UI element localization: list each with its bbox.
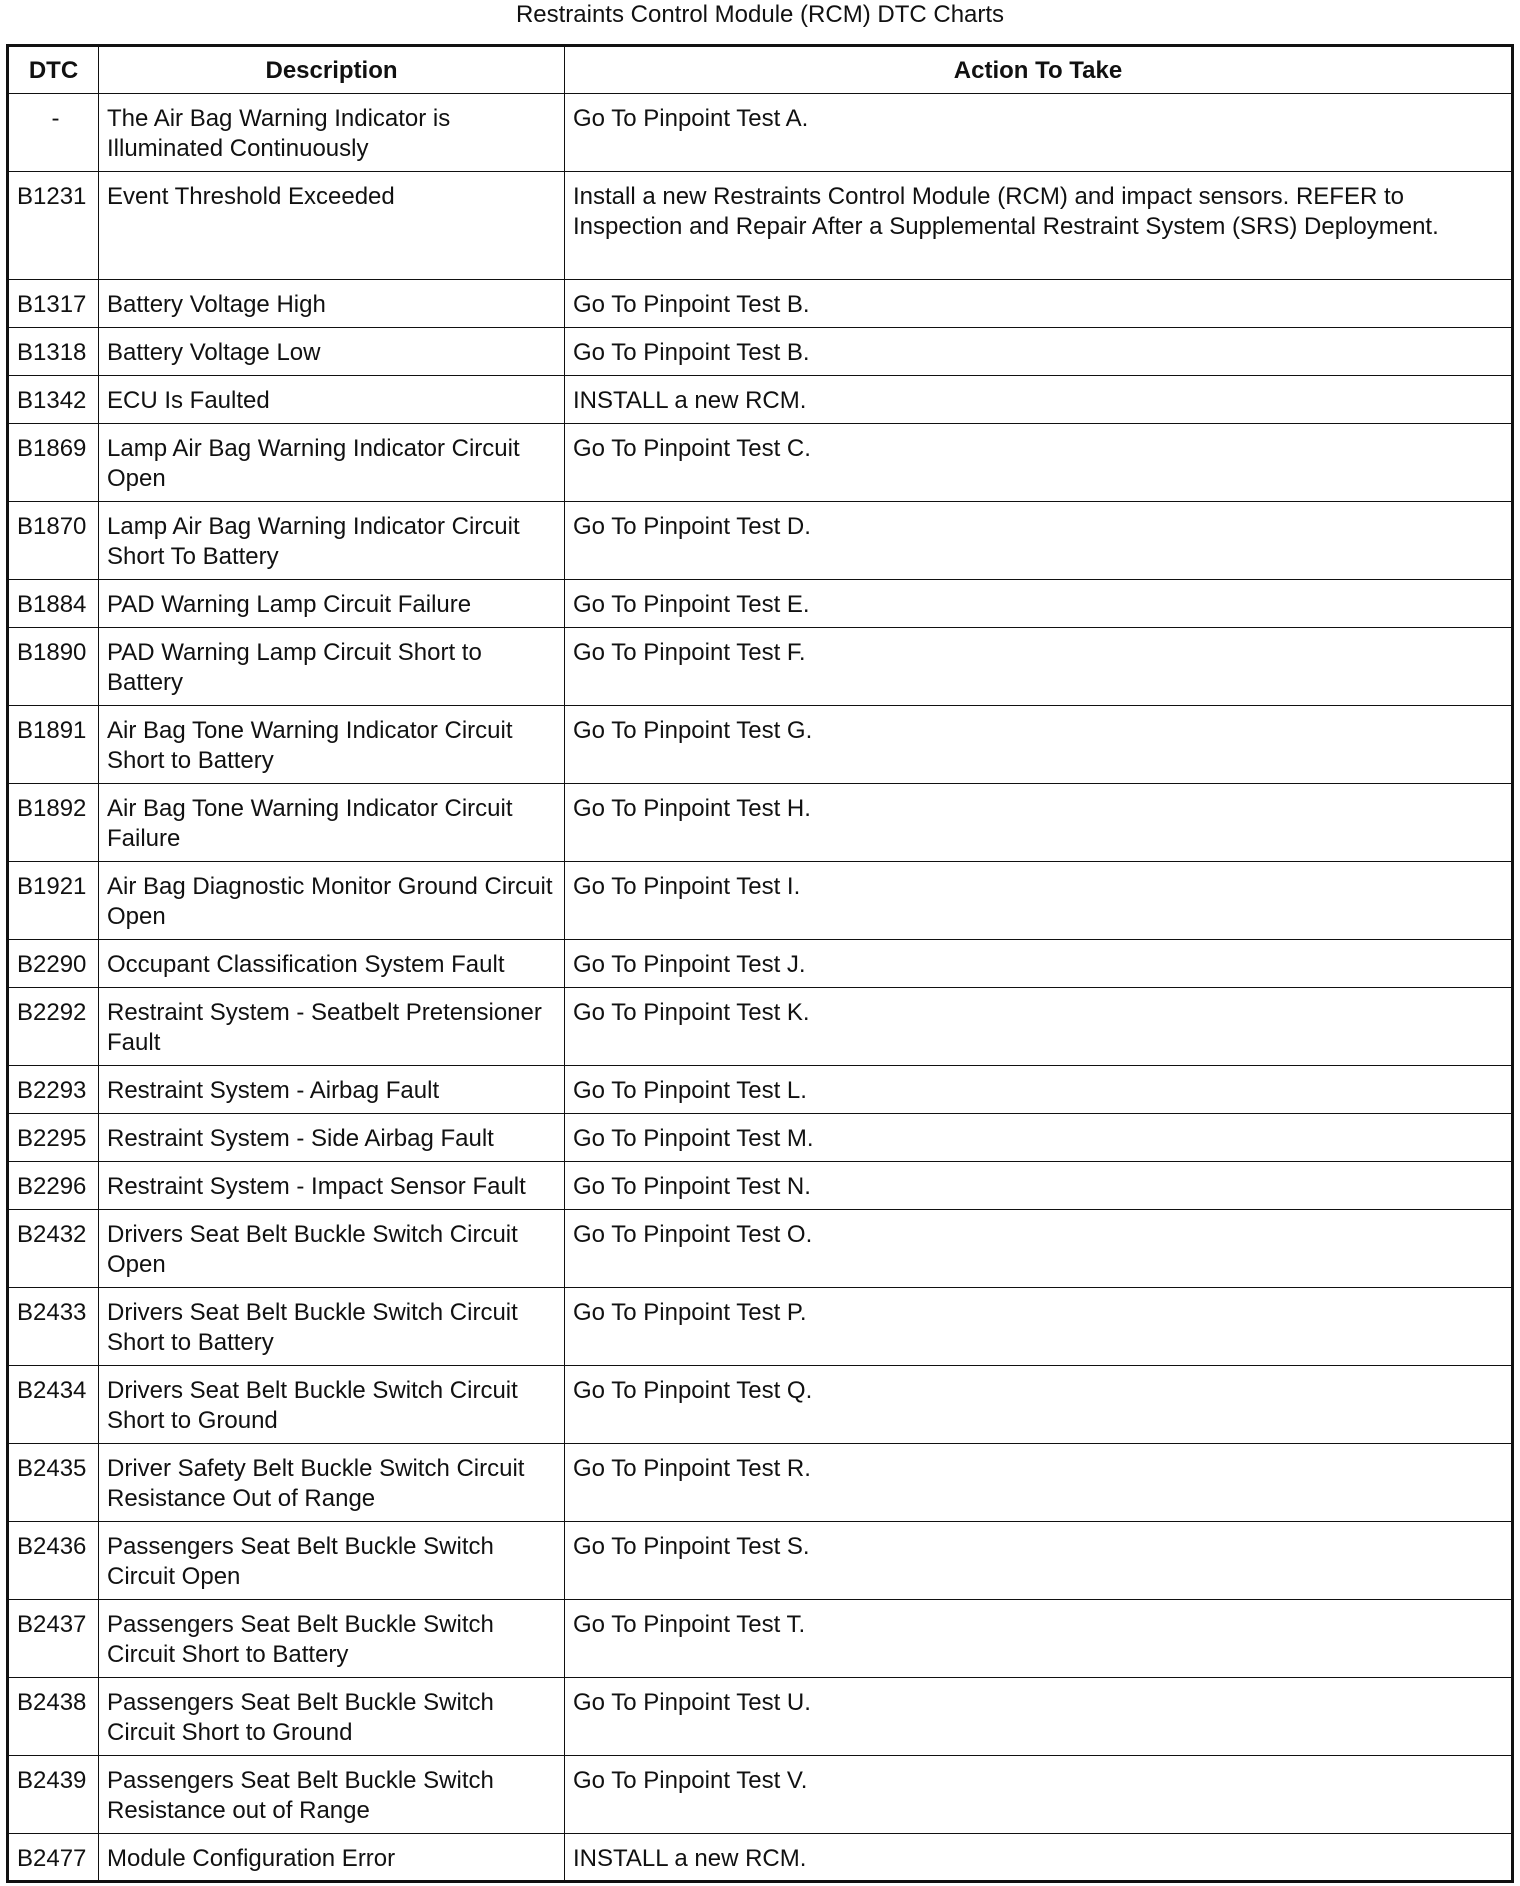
dtc-description: PAD Warning Lamp Circuit Failure xyxy=(99,580,565,628)
dtc-action: Go To Pinpoint Test G. xyxy=(565,706,1513,784)
dtc-code: B2436 xyxy=(8,1522,99,1600)
dtc-action: Go To Pinpoint Test L. xyxy=(565,1066,1513,1114)
dtc-code: B2432 xyxy=(8,1210,99,1288)
table-row xyxy=(8,94,1513,172)
dtc-action: Go To Pinpoint Test F. xyxy=(565,628,1513,706)
dtc-description: Restraint System - Side Airbag Fault xyxy=(99,1114,565,1162)
dtc-code: B1884 xyxy=(8,580,99,628)
dtc-action: Go To Pinpoint Test P. xyxy=(565,1288,1513,1366)
dtc-code: B1231 xyxy=(8,172,99,280)
dtc-description: Passengers Seat Belt Buckle Switch Resistance out of Range xyxy=(99,1756,565,1834)
dtc-action: Go To Pinpoint Test V. xyxy=(565,1756,1513,1834)
dtc-action: Go To Pinpoint Test J. xyxy=(565,940,1513,988)
column-header-description: Description xyxy=(99,46,565,94)
dtc-description: Drivers Seat Belt Buckle Switch Circuit Short to Ground xyxy=(99,1366,565,1444)
dtc-code: B2434 xyxy=(8,1366,99,1444)
dtc-action: Go To Pinpoint Test B. xyxy=(565,328,1513,376)
dtc-action: Go To Pinpoint Test R. xyxy=(565,1444,1513,1522)
table-row xyxy=(8,1066,1513,1114)
dtc-description: Air Bag Diagnostic Monitor Ground Circuit Open xyxy=(99,862,565,940)
dtc-description: Battery Voltage Low xyxy=(99,328,565,376)
table-row xyxy=(8,424,1513,502)
dtc-code: B2437 xyxy=(8,1600,99,1678)
dtc-code: B2439 xyxy=(8,1756,99,1834)
table-row xyxy=(8,1162,1513,1210)
dtc-description: Restraint System - Impact Sensor Fault xyxy=(99,1162,565,1210)
table-row xyxy=(8,1210,1513,1288)
dtc-action: Go To Pinpoint Test S. xyxy=(565,1522,1513,1600)
dtc-code: B1891 xyxy=(8,706,99,784)
dtc-code: - xyxy=(8,94,99,172)
dtc-code: B2435 xyxy=(8,1444,99,1522)
dtc-action: Go To Pinpoint Test M. xyxy=(565,1114,1513,1162)
table-row xyxy=(8,706,1513,784)
dtc-action: Go To Pinpoint Test B. xyxy=(565,280,1513,328)
table-row xyxy=(8,1288,1513,1366)
dtc-action: Go To Pinpoint Test Q. xyxy=(565,1366,1513,1444)
table-row xyxy=(8,580,1513,628)
dtc-code: B1870 xyxy=(8,502,99,580)
dtc-action: INSTALL a new RCM. xyxy=(565,1834,1513,1882)
dtc-description: Event Threshold Exceeded xyxy=(99,172,565,280)
dtc-description: Occupant Classification System Fault xyxy=(99,940,565,988)
dtc-description: Module Configuration Error xyxy=(99,1834,565,1882)
table-row xyxy=(8,280,1513,328)
table-row xyxy=(8,1522,1513,1600)
dtc-code: B1317 xyxy=(8,280,99,328)
table-row xyxy=(8,1114,1513,1162)
dtc-action: Go To Pinpoint Test T. xyxy=(565,1600,1513,1678)
dtc-code: B2292 xyxy=(8,988,99,1066)
table-row xyxy=(8,1834,1513,1882)
dtc-action: Go To Pinpoint Test O. xyxy=(565,1210,1513,1288)
table-row xyxy=(8,628,1513,706)
dtc-description: Restraint System - Seatbelt Pretensioner Fault xyxy=(99,988,565,1066)
dtc-description: Air Bag Tone Warning Indicator Circuit Short to Battery xyxy=(99,706,565,784)
dtc-code: B1921 xyxy=(8,862,99,940)
dtc-code: B2433 xyxy=(8,1288,99,1366)
table-row xyxy=(8,1756,1513,1834)
dtc-code: B2477 xyxy=(8,1834,99,1882)
dtc-action: Install a new Restraints Control Module (RCM) and impact sensors. REFER to Inspection and Repair After a Supplemental Restraint System (SRS) Deployment. xyxy=(565,172,1513,280)
dtc-description: Drivers Seat Belt Buckle Switch Circuit Short to Battery xyxy=(99,1288,565,1366)
dtc-code: B2290 xyxy=(8,940,99,988)
dtc-action: Go To Pinpoint Test H. xyxy=(565,784,1513,862)
dtc-action: Go To Pinpoint Test E. xyxy=(565,580,1513,628)
table-row xyxy=(8,784,1513,862)
dtc-description: Passengers Seat Belt Buckle Switch Circuit Short to Ground xyxy=(99,1678,565,1756)
dtc-action: Go To Pinpoint Test A. xyxy=(565,94,1513,172)
dtc-description: Drivers Seat Belt Buckle Switch Circuit Open xyxy=(99,1210,565,1288)
table-row xyxy=(8,940,1513,988)
table-row xyxy=(8,988,1513,1066)
dtc-code: B1869 xyxy=(8,424,99,502)
dtc-action: Go To Pinpoint Test K. xyxy=(565,988,1513,1066)
page-title: Restraints Control Module (RCM) DTC Charts xyxy=(515,1,1005,28)
dtc-description: Passengers Seat Belt Buckle Switch Circuit Open xyxy=(99,1522,565,1600)
table-header-row xyxy=(8,46,1513,94)
dtc-action: Go To Pinpoint Test I. xyxy=(565,862,1513,940)
dtc-code: B2293 xyxy=(8,1066,99,1114)
dtc-action: Go To Pinpoint Test C. xyxy=(565,424,1513,502)
dtc-code: B1342 xyxy=(8,376,99,424)
column-header-dtc: DTC xyxy=(8,46,99,94)
dtc-action: Go To Pinpoint Test N. xyxy=(565,1162,1513,1210)
table-row xyxy=(8,1444,1513,1522)
table-row xyxy=(8,1678,1513,1756)
table-row xyxy=(8,502,1513,580)
dtc-code: B1892 xyxy=(8,784,99,862)
dtc-description: PAD Warning Lamp Circuit Short to Battery xyxy=(99,628,565,706)
table-row xyxy=(8,328,1513,376)
dtc-code: B1318 xyxy=(8,328,99,376)
dtc-description: Lamp Air Bag Warning Indicator Circuit Open xyxy=(99,424,565,502)
dtc-description: Battery Voltage High xyxy=(99,280,565,328)
dtc-code: B2296 xyxy=(8,1162,99,1210)
dtc-table xyxy=(6,44,1514,1883)
dtc-description: Air Bag Tone Warning Indicator Circuit Failure xyxy=(99,784,565,862)
dtc-code: B2438 xyxy=(8,1678,99,1756)
dtc-code: B1890 xyxy=(8,628,99,706)
dtc-action: Go To Pinpoint Test D. xyxy=(565,502,1513,580)
dtc-description: Restraint System - Airbag Fault xyxy=(99,1066,565,1114)
column-header-action: Action To Take xyxy=(565,46,1513,94)
table-row xyxy=(8,172,1513,280)
dtc-description: Passengers Seat Belt Buckle Switch Circuit Short to Battery xyxy=(99,1600,565,1678)
dtc-description: Lamp Air Bag Warning Indicator Circuit Short To Battery xyxy=(99,502,565,580)
table-row xyxy=(8,862,1513,940)
table-row xyxy=(8,1366,1513,1444)
dtc-description: Driver Safety Belt Buckle Switch Circuit Resistance Out of Range xyxy=(99,1444,565,1522)
table-row xyxy=(8,376,1513,424)
dtc-description: The Air Bag Warning Indicator is Illuminated Continuously xyxy=(99,94,565,172)
dtc-action: Go To Pinpoint Test U. xyxy=(565,1678,1513,1756)
dtc-description: ECU Is Faulted xyxy=(99,376,565,424)
dtc-code: B2295 xyxy=(8,1114,99,1162)
table-row xyxy=(8,1600,1513,1678)
dtc-action: INSTALL a new RCM. xyxy=(565,376,1513,424)
